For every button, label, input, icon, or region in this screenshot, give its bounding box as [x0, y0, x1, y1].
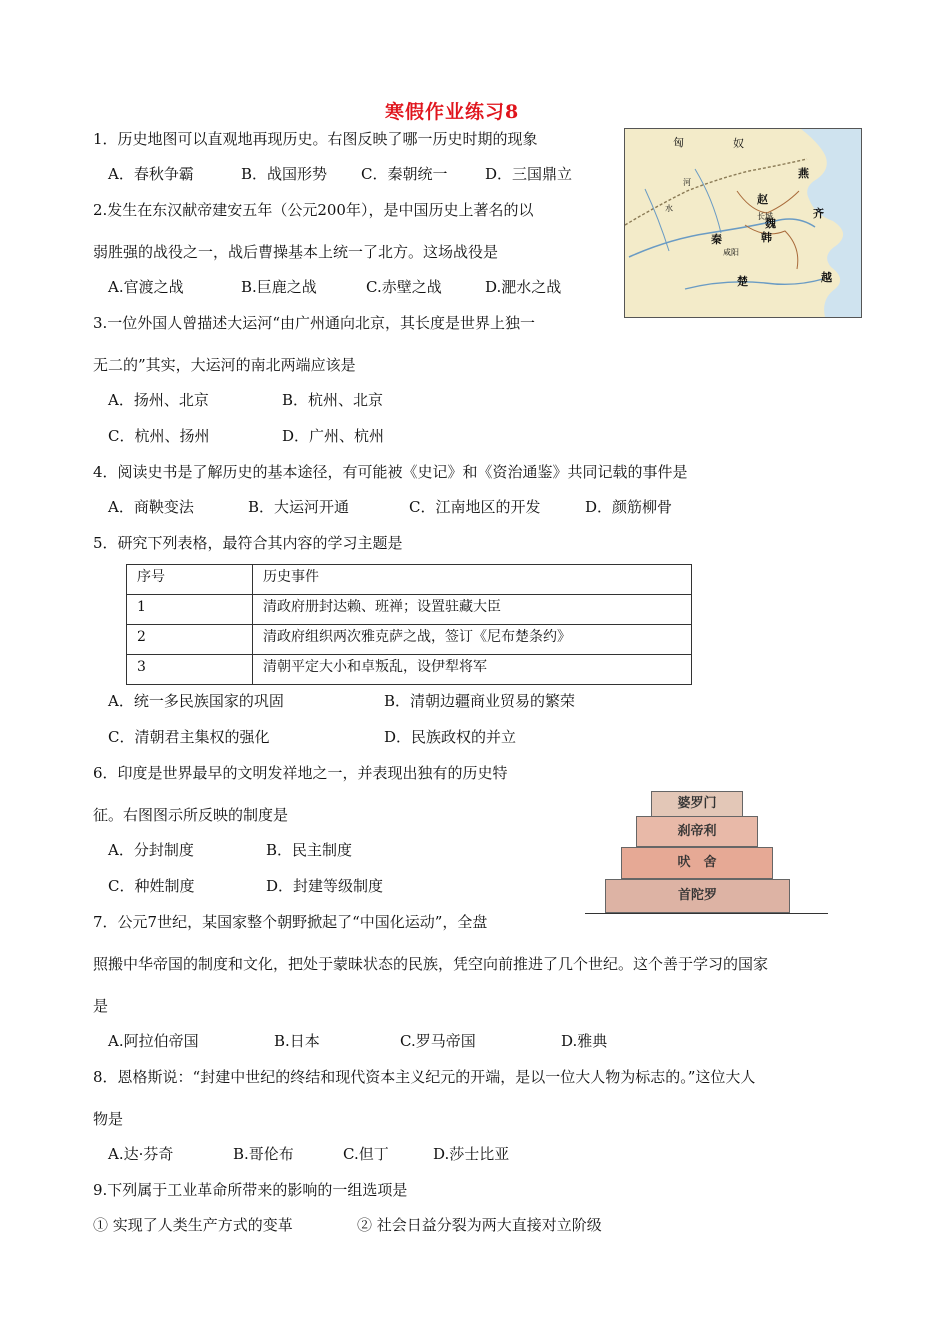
q1-option-c: C．秦朝统一	[361, 165, 448, 183]
q1-option-d: D．三国鼎立	[485, 165, 573, 183]
q7-option-b: B.日本	[274, 1032, 320, 1050]
q6-option-b: B．民主制度	[266, 841, 353, 859]
table-header-event: 历史事件	[253, 565, 692, 595]
map-label-he: 河	[683, 178, 691, 187]
pyramid-level-vaishya: 吠 舍	[621, 847, 773, 879]
map-label-shui: 水	[665, 204, 673, 213]
q6-option-a: A．分封制度	[108, 841, 194, 859]
table-cell-index: 2	[127, 625, 253, 655]
table-cell-index: 3	[127, 655, 253, 685]
q1-option-b: B．战国形势	[241, 165, 328, 183]
q8-option-b: B.哥伦布	[233, 1145, 294, 1163]
q8-option-a: A.达·芬奇	[108, 1145, 174, 1163]
table-cell-event: 清政府册封达赖、班禅；设置驻藏大臣	[253, 595, 692, 625]
river-tributary-2	[645, 189, 669, 251]
table-cell-event: 清政府组织两次雅克萨之战，签订《尼布楚条约》	[253, 625, 692, 655]
q2-option-c: C.赤壁之战	[366, 278, 442, 296]
q4-option-c: C．江南地区的开发	[409, 498, 541, 516]
q2-option-d: D.淝水之战	[485, 278, 562, 296]
table-header-index: 序号	[127, 565, 253, 595]
pyramid-level-brahmin: 婆罗门	[651, 791, 743, 817]
q9-item-1: ① 实现了人类生产方式的变革	[93, 1216, 293, 1234]
q6-option-c: C．种姓制度	[108, 877, 195, 895]
q7-line3: 是	[93, 997, 109, 1015]
q7-option-d: D.雅典	[561, 1032, 608, 1050]
table-row	[127, 625, 692, 655]
page-title: 寒假作业练习8	[385, 101, 520, 123]
q4-stem: 4．阅读史书是了解历史的基本途径，有可能被《史记》和《资治通鉴》共同记载的事件是	[93, 463, 688, 481]
q3-line1: 3.一位外国人曾描述大运河“由广州通向北京，其长度是世界上独一	[93, 314, 535, 332]
q6-option-d: D．封建等级制度	[266, 877, 384, 895]
q5-option-a: A．统一多民族国家的巩固	[108, 692, 284, 710]
q1-stem: 1．历史地图可以直观地再现历史。右图反映了哪一历史时期的现象	[93, 130, 538, 148]
q3-option-a: A．扬州、北京	[108, 391, 209, 409]
q3-option-b: B．杭州、北京	[282, 391, 384, 409]
map-label-nu: 奴	[733, 137, 744, 150]
map-label-han: 韩	[761, 231, 772, 244]
map-label-wei: 魏	[765, 217, 776, 230]
q2-option-b: B.巨鹿之战	[241, 278, 317, 296]
border-line	[737, 191, 799, 213]
q5-option-d: D．民族政权的并立	[384, 728, 517, 746]
table-row	[127, 655, 692, 685]
q2-line1: 2.发生在东汉献帝建安五年（公元200年），是中国历史上著名的以	[93, 201, 534, 219]
map-label-xianyang: 咸阳	[723, 248, 739, 257]
river-tributary	[695, 169, 721, 233]
q2-option-a: A.官渡之战	[108, 278, 184, 296]
q3-option-c: C．杭州、扬州	[108, 427, 210, 445]
q2-line2: 弱胜强的战役之一，战后曹操基本上统一了北方。这场战役是	[93, 243, 499, 261]
map-label-yan: 燕	[798, 167, 809, 180]
q3-line2: 无二的”其实，大运河的南北两端应该是	[93, 356, 356, 374]
yellow-river	[629, 219, 815, 257]
map-label-qi: 齐	[813, 207, 824, 220]
pyramid-level-kshatriya: 刹帝利	[636, 816, 758, 847]
q4-option-d: D．颜筋柳骨	[585, 498, 673, 516]
warring-states-map	[624, 128, 862, 318]
events-table	[126, 564, 692, 685]
q5-option-b: B．清朝边疆商业贸易的繁荣	[384, 692, 576, 710]
q6-line2: 征。右图图示所反映的制度是	[93, 806, 289, 824]
table-header-row	[127, 565, 692, 595]
q6-line1: 6．印度是世界最早的文明发祥地之一，并表现出独有的历史特	[93, 764, 508, 782]
sea-area	[801, 129, 861, 317]
q9-item-2: ② 社会日益分裂为两大直接对立阶级	[357, 1216, 602, 1234]
q8-line2: 物是	[93, 1110, 124, 1128]
q7-option-c: C.罗马帝国	[400, 1032, 476, 1050]
map-label-qin: 秦	[711, 233, 722, 246]
pyramid-level-shudra: 首陀罗	[605, 879, 790, 913]
q7-line2: 照搬中华帝国的制度和文化，把处于蒙昧状态的民族，凭空向前推进了几个世纪。这个善于学习的国家	[93, 955, 769, 973]
q5-stem: 5．研究下列表格，最符合其内容的学习主题是	[93, 534, 403, 552]
q3-option-d: D．广州、杭州	[282, 427, 385, 445]
map-label-changcheng: 长城	[757, 212, 773, 221]
table-cell-event: 清朝平定大小和卓叛乱，设伊犁将军	[253, 655, 692, 685]
map-label-zhao: 赵	[757, 193, 768, 206]
q1-option-a: A．春秋争霸	[108, 165, 194, 183]
q8-option-c: C.但丁	[343, 1145, 389, 1163]
q8-line1: 8．恩格斯说：“封建中世纪的终结和现代资本主义纪元的开端，是以一位大人物为标志的。”这位大人	[93, 1068, 756, 1086]
q4-option-a: A．商鞅变法	[108, 498, 194, 516]
q7-line1: 7．公元7世纪，某国家整个朝野掀起了“中国化运动”，全盘	[93, 913, 488, 931]
map-label-xiong: 匈	[673, 136, 684, 149]
q5-option-c: C．清朝君主集权的强化	[108, 728, 270, 746]
yangtze-river	[685, 279, 823, 289]
q4-option-b: B．大运河开通	[248, 498, 350, 516]
map-label-yue: 越	[821, 271, 832, 284]
q7-option-a: A.阿拉伯帝国	[108, 1032, 199, 1050]
table-cell-index: 1	[127, 595, 253, 625]
pyramid-baseline	[585, 913, 828, 914]
caste-pyramid	[585, 785, 830, 917]
table-row	[127, 595, 692, 625]
q8-option-d: D.莎士比亚	[433, 1145, 510, 1163]
q9-stem: 9.下列属于工业革命所带来的影响的一组选项是	[93, 1181, 408, 1199]
map-label-chu: 楚	[737, 275, 748, 288]
